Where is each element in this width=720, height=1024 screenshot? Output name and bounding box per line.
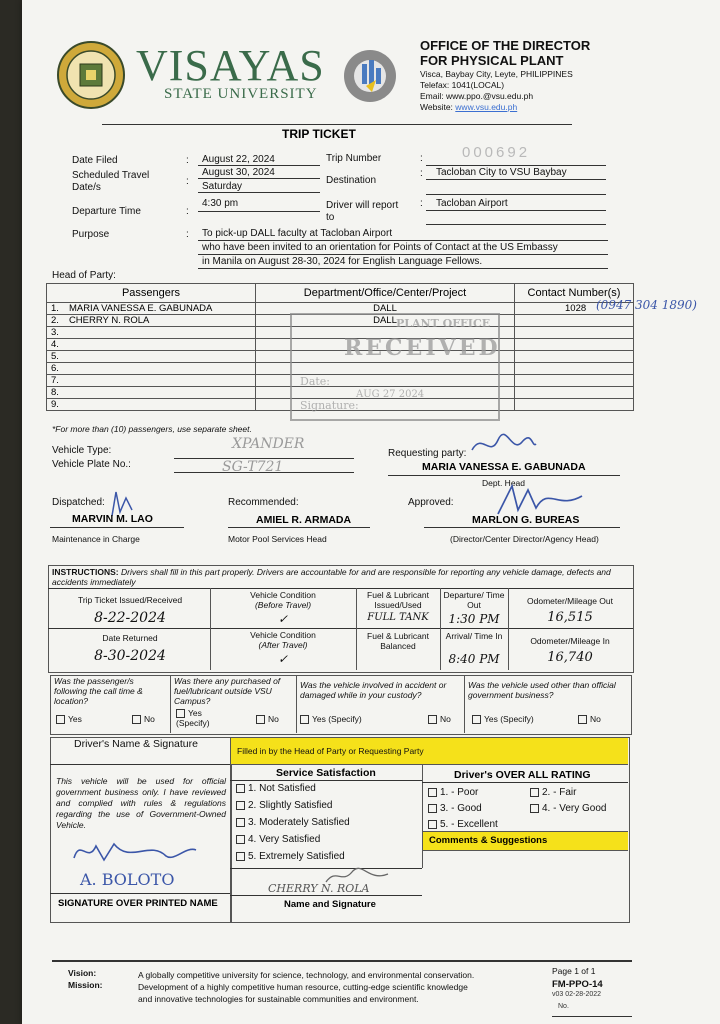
col-department: Department/Office/Center/Project — [256, 284, 515, 303]
passenger-contact — [515, 387, 634, 399]
q3-no-option[interactable] — [428, 714, 451, 724]
q4-no-option[interactable] — [578, 714, 601, 724]
returned-label: Date Returned — [102, 633, 158, 643]
rating-option-label: 2. - Fair — [542, 787, 577, 798]
report-label-1: Driver will report — [326, 200, 399, 211]
cond-before-label — [212, 590, 354, 610]
checkbox[interactable] — [236, 801, 245, 810]
service-option-label: 2. Slightly Satisfied — [248, 800, 333, 811]
rating-option-3[interactable] — [428, 803, 482, 814]
destination-value: Tacloban City to VSU Baybay — [436, 167, 567, 178]
departure-time-value: 4:30 pm — [202, 198, 239, 209]
office-address: Visca, Baybay City, Leyte, PHILIPPINES — [420, 69, 573, 79]
requesting-party-label: Requesting party: — [388, 448, 467, 459]
col-passengers: Passengers — [47, 284, 256, 303]
date-filed-label: Date Filed — [72, 155, 118, 166]
q4-yes-label: Yes (Specify) — [484, 714, 534, 724]
driver-printed-name: A. BOLOTO — [80, 870, 175, 889]
vehicle-plate-label: Vehicle Plate No.: — [52, 459, 131, 470]
no-label: No. — [558, 1003, 569, 1010]
university-subname: STATE UNIVERSITY — [164, 86, 318, 102]
approved-name: MARLON G. BUREAS — [472, 514, 580, 526]
recommended-label: Recommended: — [228, 497, 299, 508]
row-number: 3. — [51, 327, 59, 338]
driver-sig-label: SIGNATURE OVER PRINTED NAME — [58, 898, 218, 909]
row-number: 4. — [51, 339, 59, 350]
vehicle-plate-value: SG-T721 — [222, 459, 284, 475]
passenger-contact: 1028 — [515, 303, 634, 315]
cond-after-label — [212, 630, 354, 650]
office-email: Email: www.ppo.@vsu.edu.ph — [420, 91, 534, 101]
cond-before-value: ✓ — [277, 612, 289, 626]
dept-head-label: Dept. Head — [482, 478, 525, 488]
report-label-2: to — [326, 212, 335, 223]
departure-time-label: Departure Time — [72, 206, 141, 217]
purpose-label: Purpose — [72, 229, 110, 240]
issued-value: 8-22-2024 — [94, 610, 166, 626]
passenger-cell — [47, 327, 256, 339]
requesting-signature — [468, 430, 538, 460]
passenger-contact — [515, 315, 634, 327]
rating-option-label: 4. - Very Good — [542, 803, 607, 814]
driver-signature — [70, 834, 200, 868]
q1-no-label: No — [144, 714, 155, 724]
mission-text-2: and innovative technologies for sustainable communities and environment. — [138, 994, 419, 1004]
form-code: FM-PPO-14 — [552, 979, 603, 990]
cond-after-sub: (After Travel) — [258, 640, 308, 650]
question-4: Was the vehicle used other than official government business? — [468, 680, 616, 700]
trip-ticket-document — [22, 0, 720, 1024]
handwritten-contact: (0947 304 1890) — [596, 298, 697, 312]
website-label: Website: — [420, 102, 453, 112]
q2-yes-option[interactable] — [176, 708, 236, 728]
recommended-name: AMIEL R. ARMADA — [256, 514, 352, 526]
received-stamp — [290, 313, 500, 421]
colon: : — [186, 176, 189, 187]
website-link[interactable]: www.vsu.edu.ph — [455, 102, 518, 112]
service-title: Service Satisfaction — [276, 767, 376, 779]
service-option-label: 5. Extremely Satisfied — [248, 851, 345, 862]
passenger-name: MARIA VANESSA E. GABUNADA — [68, 303, 213, 314]
checkbox[interactable] — [236, 818, 245, 827]
issued-label: Trip Ticket Issued/Received — [77, 595, 183, 605]
rating-title: Driver's OVER ALL RATING — [454, 769, 591, 781]
colon: : — [420, 168, 423, 179]
rating-option-4[interactable] — [530, 803, 606, 814]
stamp-date-label: Date: — [300, 375, 331, 388]
instructions-body: Drivers shall fill in this part properly. Drivers are accountable for and are responsible for reporting any vehicle damage, defects and accidents immediately — [52, 567, 611, 587]
passenger-contact — [515, 399, 634, 411]
office-title-1: OFFICE OF THE DIRECTOR — [420, 38, 591, 53]
office-telefax: Telefax: 1041(LOCAL) — [420, 80, 505, 90]
row-number: 8. — [51, 387, 59, 398]
colon: : — [186, 155, 189, 166]
passenger-contact — [515, 327, 634, 339]
service-option-2[interactable] — [236, 800, 350, 817]
passenger-department: DALL — [256, 303, 515, 315]
rating-option-5[interactable] — [428, 819, 498, 830]
sched-label-2: Date/s — [72, 182, 101, 193]
destination-label: Destination — [326, 175, 377, 186]
trip-number-label: Trip Number — [326, 153, 382, 164]
colon: : — [186, 229, 189, 240]
driver-statement: This vehicle will be used for official government business only. I have reviewed and complied with rules & regulations regarding the use of Government-Owned Vehicle. — [56, 776, 226, 830]
stamp-sig-label: Signature: — [300, 399, 359, 412]
approved-label: Approved: — [408, 497, 454, 508]
odometer-out-value: 16,515 — [547, 610, 593, 625]
mission-text-1: Development of a highly competitive human resource, cutting-edge scientific knowledge — [138, 982, 468, 992]
stamp-date: AUG 27 2024 — [356, 389, 425, 400]
service-option-1[interactable] — [236, 783, 350, 800]
purpose-line-3: in Manila on August 28-30, 2024 for English Language Fellows. — [202, 256, 483, 267]
passenger-contact — [515, 339, 634, 351]
row-number: 7. — [51, 375, 59, 386]
arrival-time-in-label: Arrival/ Time In — [445, 631, 503, 641]
service-option-label: 4. Very Satisfied — [248, 834, 321, 845]
form-title: TRIP TICKET — [282, 127, 356, 141]
service-option-4[interactable] — [236, 834, 350, 851]
row-number: 6. — [51, 363, 59, 374]
stamp-office: PLANT OFFICE — [396, 317, 491, 330]
q4-yes-option[interactable] — [472, 714, 534, 724]
vehicle-type-value: XPANDER — [232, 436, 305, 452]
comments-title: Comments & Suggestions — [429, 835, 548, 846]
passenger-department: DALL — [256, 315, 515, 327]
page-number: Page 1 of 1 — [552, 966, 596, 976]
passenger-cell — [47, 387, 256, 399]
recommended-role: Motor Pool Services Head — [228, 534, 327, 544]
passenger-contact — [515, 363, 634, 375]
passenger-cell — [47, 399, 256, 411]
passenger-contact — [515, 351, 634, 363]
university-name: VISAYAS — [136, 41, 325, 90]
question-3: Was the vehicle involved in accident or damaged while in your custody? — [300, 680, 447, 700]
passenger-contact — [515, 375, 634, 387]
office-website — [420, 102, 517, 112]
q3-no-label: No — [440, 714, 451, 724]
mission-label: Mission: — [68, 980, 103, 990]
question-1: Was the passenger/s following the call time & location? — [54, 676, 143, 706]
checkbox[interactable] — [236, 784, 245, 793]
row-number: 1. — [51, 303, 59, 314]
sched-label-1: Scheduled Travel — [72, 170, 150, 181]
sched-date-value: August 30, 2024 — [202, 167, 275, 178]
head-party-sig-label: Name and Signature — [284, 899, 376, 910]
passengers-note: *For more than (10) passengers, use separate sheet. — [52, 424, 252, 434]
service-option-label: 3. Moderately Satisfied — [248, 817, 350, 828]
departure-time-out-label: Departure/ Time Out — [443, 590, 505, 610]
requesting-party-name: MARIA VANESSA E. GABUNADA — [422, 461, 586, 473]
fuel-issued-value: FULL TANK — [367, 612, 429, 623]
q1-no-option[interactable] — [132, 714, 155, 724]
university-seal — [56, 40, 126, 110]
comments-banner — [423, 831, 628, 851]
head-party-printed-name: CHERRY N. ROLA — [268, 882, 370, 895]
col-contact: Contact Number(s) — [515, 284, 634, 303]
serial-number: 000692 — [462, 144, 531, 161]
cond-after-title: Vehicle Condition — [250, 630, 316, 640]
cond-before-title: Vehicle Condition — [250, 590, 316, 600]
cond-before-sub: (Before Travel) — [254, 600, 312, 610]
q2-yes-label: Yes (Specify) — [176, 708, 210, 729]
passenger-cell — [47, 315, 256, 327]
row-number: 2. — [51, 315, 59, 326]
rating-option-label: 3. - Good — [440, 803, 482, 814]
vehicle-type-label: Vehicle Type: — [52, 445, 112, 456]
instructions-label: INSTRUCTIONS: — [52, 567, 119, 577]
rating-option-label: 5. - Excellent — [440, 819, 498, 830]
office-title-2: FOR PHYSICAL PLANT — [420, 53, 564, 68]
rating-option-1[interactable] — [428, 787, 478, 798]
odometer-in-label: Odometer/Mileage In — [530, 636, 610, 646]
service-options — [236, 783, 350, 868]
departure-time-out-value: 1:30 PM — [448, 612, 500, 626]
passenger-cell — [47, 351, 256, 363]
vision-text: A globally competitive university for science, technology, and environmental conservation. — [138, 970, 475, 980]
rating-option-2[interactable] — [530, 787, 576, 798]
colon: : — [420, 153, 423, 164]
fuel-issued-label: Fuel & Lubricant Issued/Used — [367, 590, 429, 610]
head-party-banner-text: Filled in by the Head of Party or Requesting Party — [237, 746, 424, 756]
q3-yes-label: Yes (Specify) — [312, 714, 362, 724]
row-number: 9. — [51, 399, 59, 410]
passenger-cell — [47, 375, 256, 387]
passenger-cell — [47, 303, 256, 315]
q2-no-option[interactable] — [256, 714, 279, 724]
checkbox[interactable] — [236, 852, 245, 861]
rating-option-label: 1. - Poor — [440, 787, 479, 798]
vision-label: Vision: — [68, 968, 97, 978]
passenger-cell — [47, 363, 256, 375]
q2-no-label: No — [268, 714, 279, 724]
report-to-value: Tacloban Airport — [436, 198, 508, 209]
passenger-name: CHERRY N. ROLA — [68, 315, 150, 326]
colon: : — [186, 206, 189, 217]
q4-no-label: No — [590, 714, 601, 724]
driver-box-title: Driver's Name & Signature — [74, 738, 198, 750]
dispatched-label: Dispatched: — [52, 497, 105, 508]
cond-after-value: ✓ — [277, 652, 289, 666]
purpose-line-1: To pick-up DALL faculty at Tacloban Airport — [202, 228, 393, 239]
checkbox[interactable] — [236, 835, 245, 844]
purpose-line-2: who have been invited to an orientation for Points of Contact at the US Embassy — [202, 242, 558, 253]
q3-yes-option[interactable] — [300, 714, 362, 724]
dispatched-role: Maintenance in Charge — [52, 534, 140, 544]
ppo-logo — [336, 42, 412, 108]
form-version: v03 02-28-2022 — [552, 991, 602, 998]
q1-yes-label: Yes — [68, 714, 82, 724]
stamp-received: RECEIVED — [344, 335, 501, 361]
row-number: 5. — [51, 351, 59, 362]
fuel-balanced-label: Fuel & Lubricant Balanced — [367, 631, 429, 651]
odometer-in-value: 16,740 — [547, 650, 593, 665]
dispatched-name: MARVIN M. LAO — [72, 513, 153, 525]
date-filed-value: August 22, 2024 — [202, 154, 275, 165]
passenger-cell — [47, 339, 256, 351]
returned-value: 8-30-2024 — [94, 648, 166, 664]
odometer-out-label: Odometer/Mileage Out — [527, 596, 613, 606]
head-party-banner — [231, 738, 628, 765]
arrival-time-in-value: 8:40 PM — [448, 652, 500, 666]
q1-yes-option[interactable] — [56, 714, 82, 724]
head-of-party-label: Head of Party: — [52, 270, 116, 281]
colon: : — [420, 198, 423, 209]
instructions-text — [52, 567, 628, 587]
service-option-3[interactable] — [236, 817, 350, 834]
service-option-label: 1. Not Satisfied — [248, 783, 316, 794]
question-2: Was there any purchased of fuel/lubricant outside VSU Campus? — [174, 676, 281, 706]
approved-role: (Director/Center Director/Agency Head) — [450, 534, 599, 544]
sched-day-value: Saturday — [202, 181, 243, 192]
